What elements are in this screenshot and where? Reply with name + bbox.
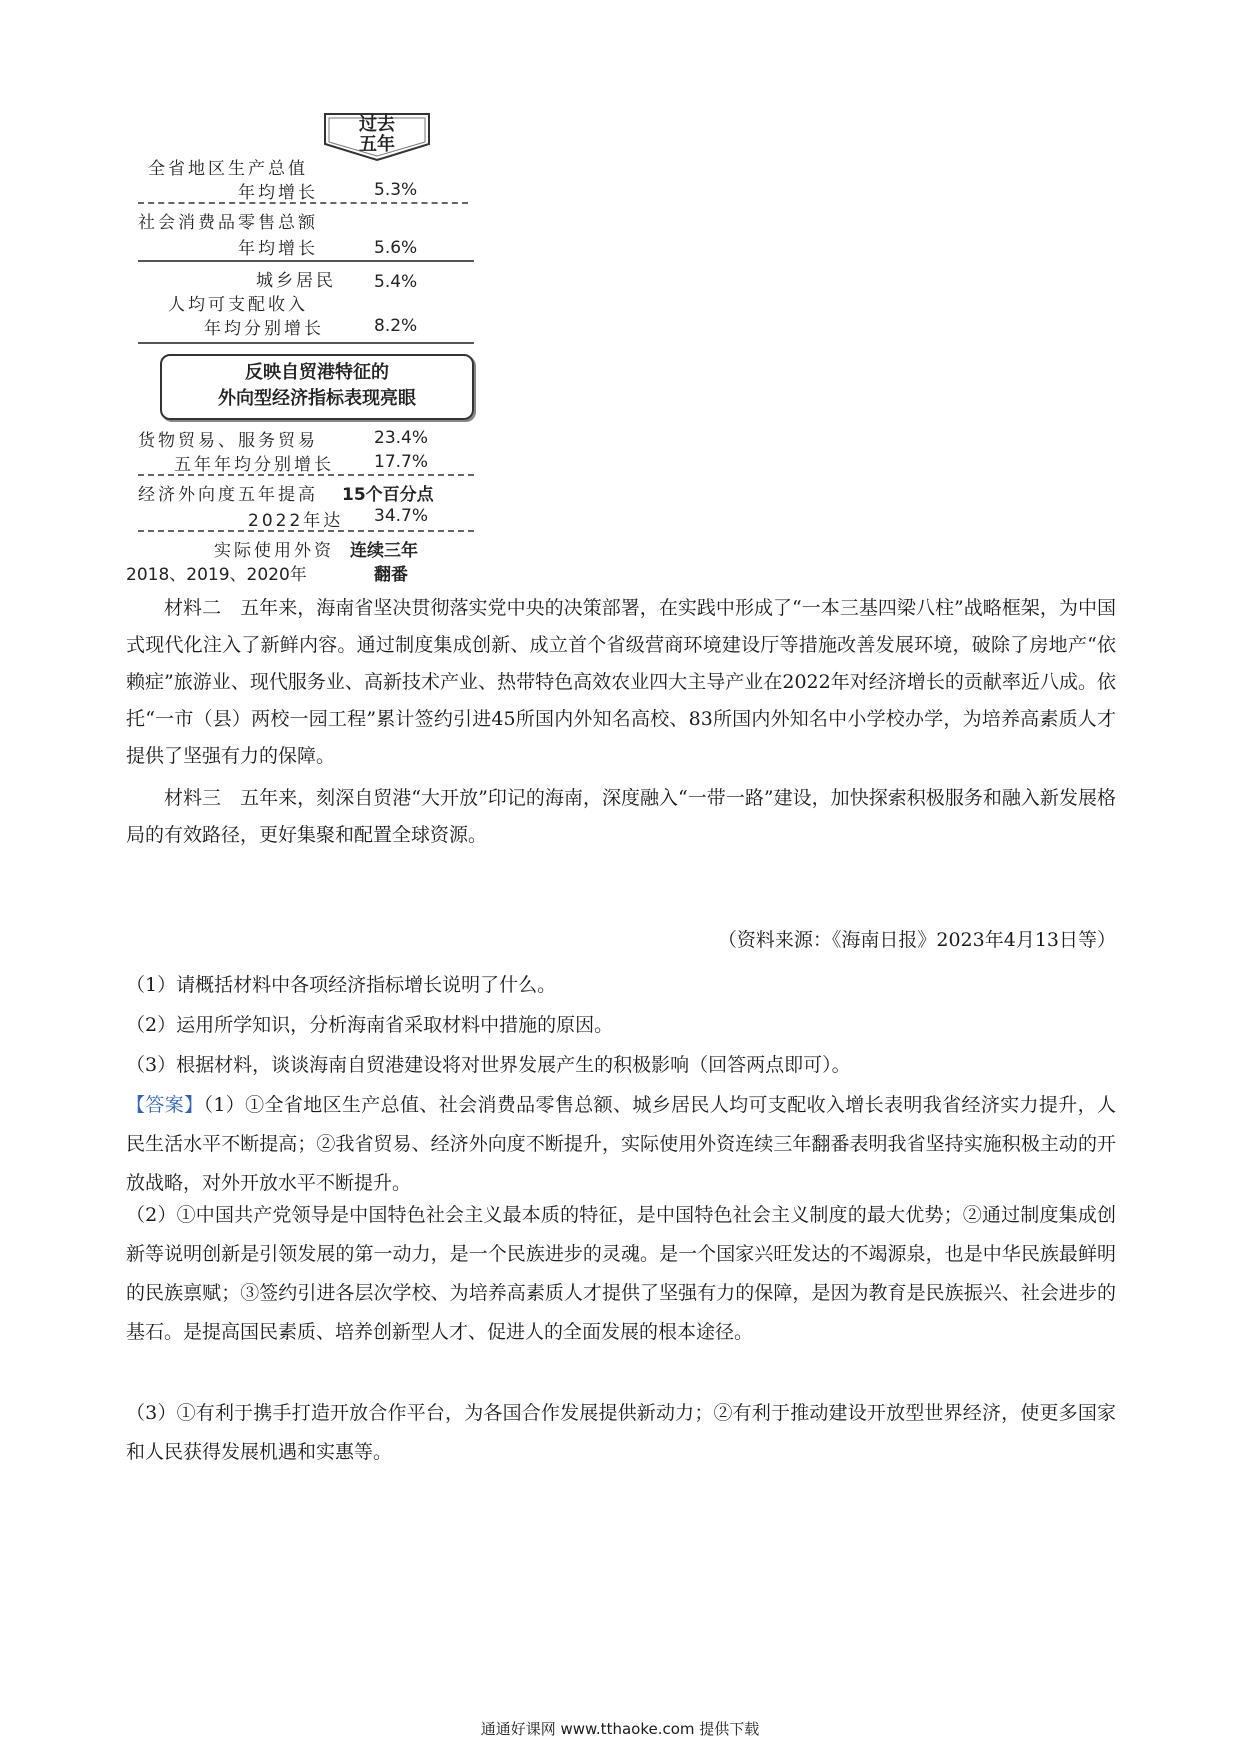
income-label-2: 人均可支配收入	[168, 295, 308, 315]
past-five-years-tag	[323, 112, 431, 160]
material-two-paragraph: 材料二 五年来，海南省坚决贯彻落实党中央的决策部署，在实践中形成了“一本三基四梁八柱”战略框架，为中国式现代化注入了新鲜内容。通过制度集成创新、成立首个省级营商环境建设厅等措施改善发展环境，破除了房地产“依赖症”旅游业、现代服务业、高新技术产业、热带特色高效农业四大主导产业在2022年对经济增长的贡献率近八成。依托“一市（县）两校一园工程”累计签约引进45所国内外知名高校、83所国内外知名中小学校办学，为培养高素质人才提供了坚强有力的保障。	[126, 597, 1116, 767]
economic-indicators-infographic	[126, 108, 478, 585]
answer-1-text: （1）①全省地区生产总值、社会消费品零售总额、城乡居民人均可支配收入增长表明我省经济实力提升，人民生活水平不断提高；②我省贸易、经济外向度不断提升，实际使用外资连续三年翻番表明我省坚持实施积极主动的开放战略，对外开放水平不断提升。	[126, 1094, 1116, 1194]
answer-3: （3）①有利于携手打造开放合作平台，为各国合作发展提供新动力；②有利于推动建设开放型世界经济，使更多国家和人民获得发展机遇和实惠等。	[126, 1402, 1116, 1463]
question-2: （2）运用所学知识，分析海南省采取材料中措施的原因。	[126, 1014, 614, 1036]
gdp-value: 5.3%	[374, 180, 418, 200]
source-citation: （资料来源：《海南日报》2023年4月13日等）	[717, 929, 1116, 951]
openness-year-value: 34.7%	[374, 506, 429, 526]
openness-value: 15个百分点	[342, 485, 434, 505]
income-label-3: 年均分别增长	[204, 319, 324, 339]
open-economy-banner	[160, 354, 474, 420]
question-3: （3）根据材料，谈谈海南自贸港建设将对世界发展产生的积极影响（回答两点即可）。	[126, 1054, 851, 1076]
answer-label: 【答案】	[126, 1094, 204, 1116]
tag-line2: 五年	[359, 134, 395, 155]
answer-1	[126, 1086, 1116, 1203]
retail-label-2: 年均增长	[238, 239, 318, 259]
divider	[138, 342, 474, 344]
tag-line1: 过去	[359, 114, 395, 135]
retail-label: 社会消费品零售总额	[138, 213, 318, 233]
footer-text: 通通好课网 www.tthaoke.com 提供下载	[480, 1720, 760, 1738]
material-three-paragraph: 材料三 五年来，刻深自贸港“大开放”印记的海南，深度融入“一带一路”建设，加快探索积极服务和融入新发展格局的有效路径，更好集聚和配置全球资源。	[126, 787, 1116, 846]
trade-label-2: 五年年均分别增长	[174, 455, 334, 475]
answer-2: （2）①中国共产党领导是中国特色社会主义最本质的特征，是中国特色社会主义制度的最大优势；②通过制度集成创新等说明创新是引领发展的第一动力，是一个民族进步的灵魂。是一个国家兴旺发达的不竭源泉，也是中华民族最鲜明的民族禀赋；③签约引进各层次学校、为培养高素质人才提供了坚强有力的保障，是因为教育是民族振兴、社会进步的基石。是提高国民素质、培养创新型人才、促进人的全面发展的根本途径。	[126, 1204, 1116, 1343]
openness-year-label: 2022年达	[248, 511, 344, 531]
divider	[138, 260, 474, 262]
fdi-label-2: 2018、2019、2020年	[126, 565, 307, 585]
fdi-value-1: 连续三年	[350, 541, 418, 561]
banner-line1: 反映自贸港特征的	[245, 362, 389, 383]
divider	[138, 202, 468, 204]
income-value-rural: 8.2%	[374, 316, 418, 336]
trade-label-1: 货物贸易、服务贸易	[138, 431, 318, 451]
trade-value-goods: 23.4%	[374, 428, 429, 448]
gdp-label-2: 年均增长	[238, 183, 318, 203]
fdi-value-2: 翻番	[374, 565, 408, 585]
income-label-1: 城乡居民	[256, 271, 336, 291]
divider	[138, 530, 474, 532]
retail-value: 5.6%	[374, 238, 418, 258]
question-1: （1）请概括材料中各项经济指标增长说明了什么。	[126, 974, 557, 996]
income-value-urban: 5.4%	[374, 272, 418, 292]
openness-label: 经济外向度五年提高	[138, 485, 318, 505]
banner-line2: 外向型经济指标表现亮眼	[218, 388, 416, 409]
trade-value-services: 17.7%	[374, 452, 429, 472]
divider	[138, 474, 474, 476]
fdi-label-1: 实际使用外资	[214, 541, 334, 561]
gdp-label: 全省地区生产总值	[148, 159, 308, 179]
